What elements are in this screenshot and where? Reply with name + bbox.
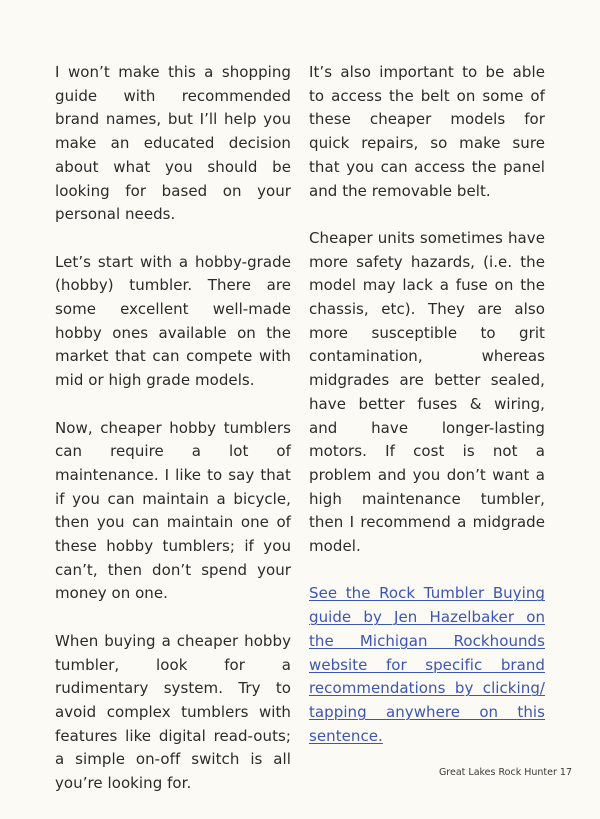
left-column	[55, 61, 291, 819]
link-paragraph	[309, 582, 545, 748]
paragraph-rudimentary-system: When buying a cheaper hobby tumbler, look for a rudimentary system. Try to avoid complex tumblers with features like digital read-outs; a simple on-off switch is all you’re looking for.	[55, 631, 291, 793]
right-column	[309, 61, 545, 772]
page-footer: Great Lakes Rock Hunter 17	[438, 767, 572, 778]
paragraph-maintenance: Now, cheaper hobby tumblers can require a lot of maintenance. I like to say that if you can maintain a bicycle, then you can maintain one of these hobby tumblers; if you can’t, then don’t spend your money on one.	[55, 418, 291, 603]
buying-guide-link[interactable]: See the Rock Tumbler Buying guide by Jen Hazelbaker on the Michigan Rockhounds website for specific brand recommendations by clicking/ tapping anywhere on this sentence.	[309, 584, 545, 745]
paragraph-hobby-grade: Let’s start with a hobby-grade (hobby) tumbler. There are some excellent well-made hobby ones available on the market that can compete with mid or high grade models.	[55, 252, 291, 390]
paragraph-belt-access: It’s also important to be able to access the belt on some of these cheaper models for quick repairs, so make sure that you can access the panel and the removable belt.	[309, 63, 545, 200]
paragraph-safety-hazards: Cheaper units sometimes have more safety hazards, (i.e. the model may lack a fuse on the chassis, etc). They are also more susceptible to grit contamination, whereas midgrades are better sealed, have better fuses & wiring, and have longer-lasting motors. If cost is not a problem and you don’t want a high maintenance tumbler, then I recommend a midgrade model.	[309, 228, 545, 556]
paragraph-intro: I won’t make this a shopping guide with recommended brand names, but I’ll help you make an educated decision about what you should be looking for based on your personal needs.	[55, 63, 291, 224]
